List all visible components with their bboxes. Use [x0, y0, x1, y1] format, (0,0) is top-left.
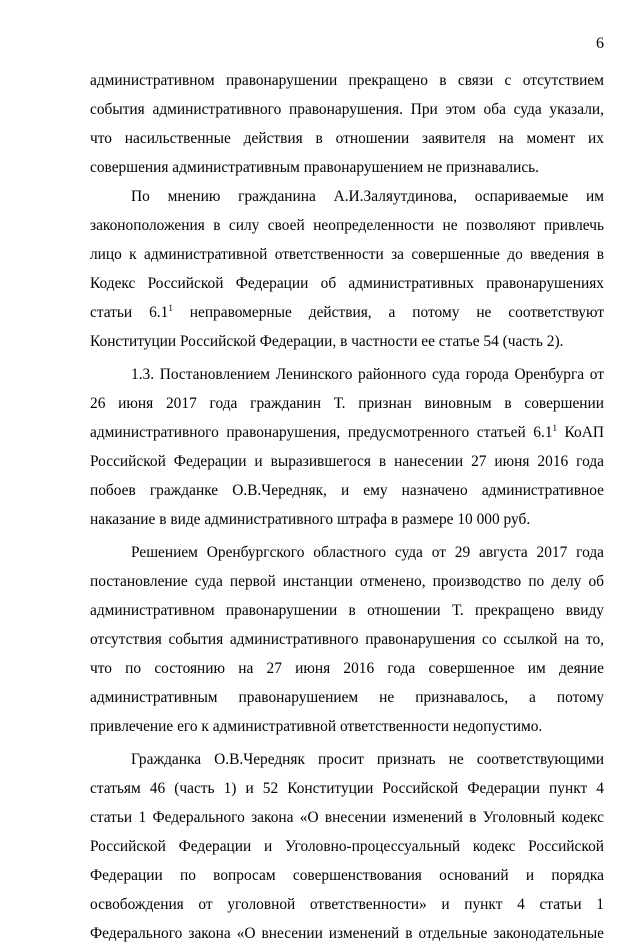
line-text: Кодекс Российской Федерации об административных правонарушениях [90, 275, 604, 292]
line-text: совершения административным правонарушением не признавались. [90, 159, 540, 176]
text-line [90, 683, 604, 712]
text-line [90, 476, 604, 505]
line-text: административном правонарушении прекращено в связи с отсутствием [90, 72, 604, 89]
text-line [90, 269, 604, 298]
text-line [90, 360, 604, 389]
text-line [90, 182, 604, 211]
line-text: Российской Федерации и выразившегося в нанесении 27 июня 2016 года [90, 453, 604, 470]
text-line [90, 596, 604, 625]
text-line [90, 861, 604, 890]
text-line [90, 654, 604, 683]
line-text: административном правонарушении в отношении Т. прекращено ввиду [90, 602, 604, 619]
text-line [90, 919, 604, 948]
body-text [90, 66, 604, 948]
line-text: побоев гражданке О.В.Чередняк, и ему назначено административное [90, 482, 604, 499]
line-text: события административного правонарушения. При этом оба суда указали, [90, 101, 604, 118]
text-line [90, 538, 604, 567]
line-text-continued: неправомерные действия, а потому не соответствуют [172, 304, 604, 321]
line-text: законоположения в силу своей неопределенности не позволяют привлечь [90, 217, 604, 234]
line-text: Федерального закона «О внесении изменений в отдельные законодательные [90, 925, 604, 942]
text-line [90, 745, 604, 774]
text-line [90, 153, 604, 182]
text-line [90, 66, 604, 95]
line-text: привлечение его к административной ответственности недопустимо. [90, 718, 543, 735]
line-text: наказание в виде административного штрафа в размере 10 000 руб. [90, 511, 531, 528]
line-text: постановление суда первой инстанции отменено, производство по делу об [90, 573, 604, 590]
line-text: Гражданка О.В.Чередняк просит признать не соответствующими [131, 751, 604, 768]
text-line [90, 211, 604, 240]
line-text: что насильственные действия в отношении заявителя на момент их [90, 130, 604, 147]
line-text: По мнению гражданина А.И.Заляутдинова, оспариваемые им [131, 188, 604, 205]
text-line [90, 298, 604, 327]
text-line [90, 712, 604, 741]
line-text: освобождения от уголовной ответственности» и пункт 4 статьи 1 [90, 896, 604, 913]
text-line [90, 240, 604, 269]
text-line [90, 447, 604, 476]
text-line [90, 803, 604, 832]
line-text: 26 июня 2017 года гражданин Т. признан виновным в совершении [90, 395, 604, 412]
line-text: административного правонарушения, предусмотренного статьей 6.1 [90, 424, 553, 441]
text-line [90, 625, 604, 654]
line-text: Решением Оренбургского областного суда от 29 августа 2017 года [131, 544, 604, 561]
text-line [90, 567, 604, 596]
line-text: Федерации по вопросам совершенствования оснований и порядка [90, 867, 604, 884]
line-text: административным правонарушением не признавалось, а потому [90, 689, 604, 706]
text-line [90, 327, 604, 356]
line-text: 1.3. Постановлением Ленинского районного суда города Оренбурга от [131, 366, 604, 383]
text-line [90, 389, 604, 418]
line-text: лицо к административной ответственности за совершенные до введения в [90, 246, 604, 263]
text-line [90, 418, 604, 447]
superscript: 1 [552, 423, 558, 433]
text-line [90, 124, 604, 153]
page-number: 6 [596, 35, 604, 52]
line-text: Конституции Российской Федерации, в частности ее статье 54 (часть 2). [90, 333, 564, 350]
superscript: 1 [168, 303, 173, 313]
text-line [90, 774, 604, 803]
line-text: что по состоянию на 27 июня 2016 года совершенное им деяние [90, 660, 604, 677]
line-text: статьи 6.1 [90, 304, 169, 321]
text-line [90, 95, 604, 124]
text-line [90, 832, 604, 861]
text-line [90, 505, 604, 534]
line-text-continued: КоАП [557, 424, 604, 441]
line-text: статьи 1 Федерального закона «О внесении изменений в Уголовный кодекс [90, 809, 604, 826]
line-text: статьям 46 (часть 1) и 52 Конституции Российской Федерации пункт 4 [90, 780, 604, 797]
line-text: отсутствия события административного правонарушения со ссылкой на то, [90, 631, 604, 648]
line-text: Российской Федерации и Уголовно-процессуальный кодекс Российской [90, 838, 604, 855]
